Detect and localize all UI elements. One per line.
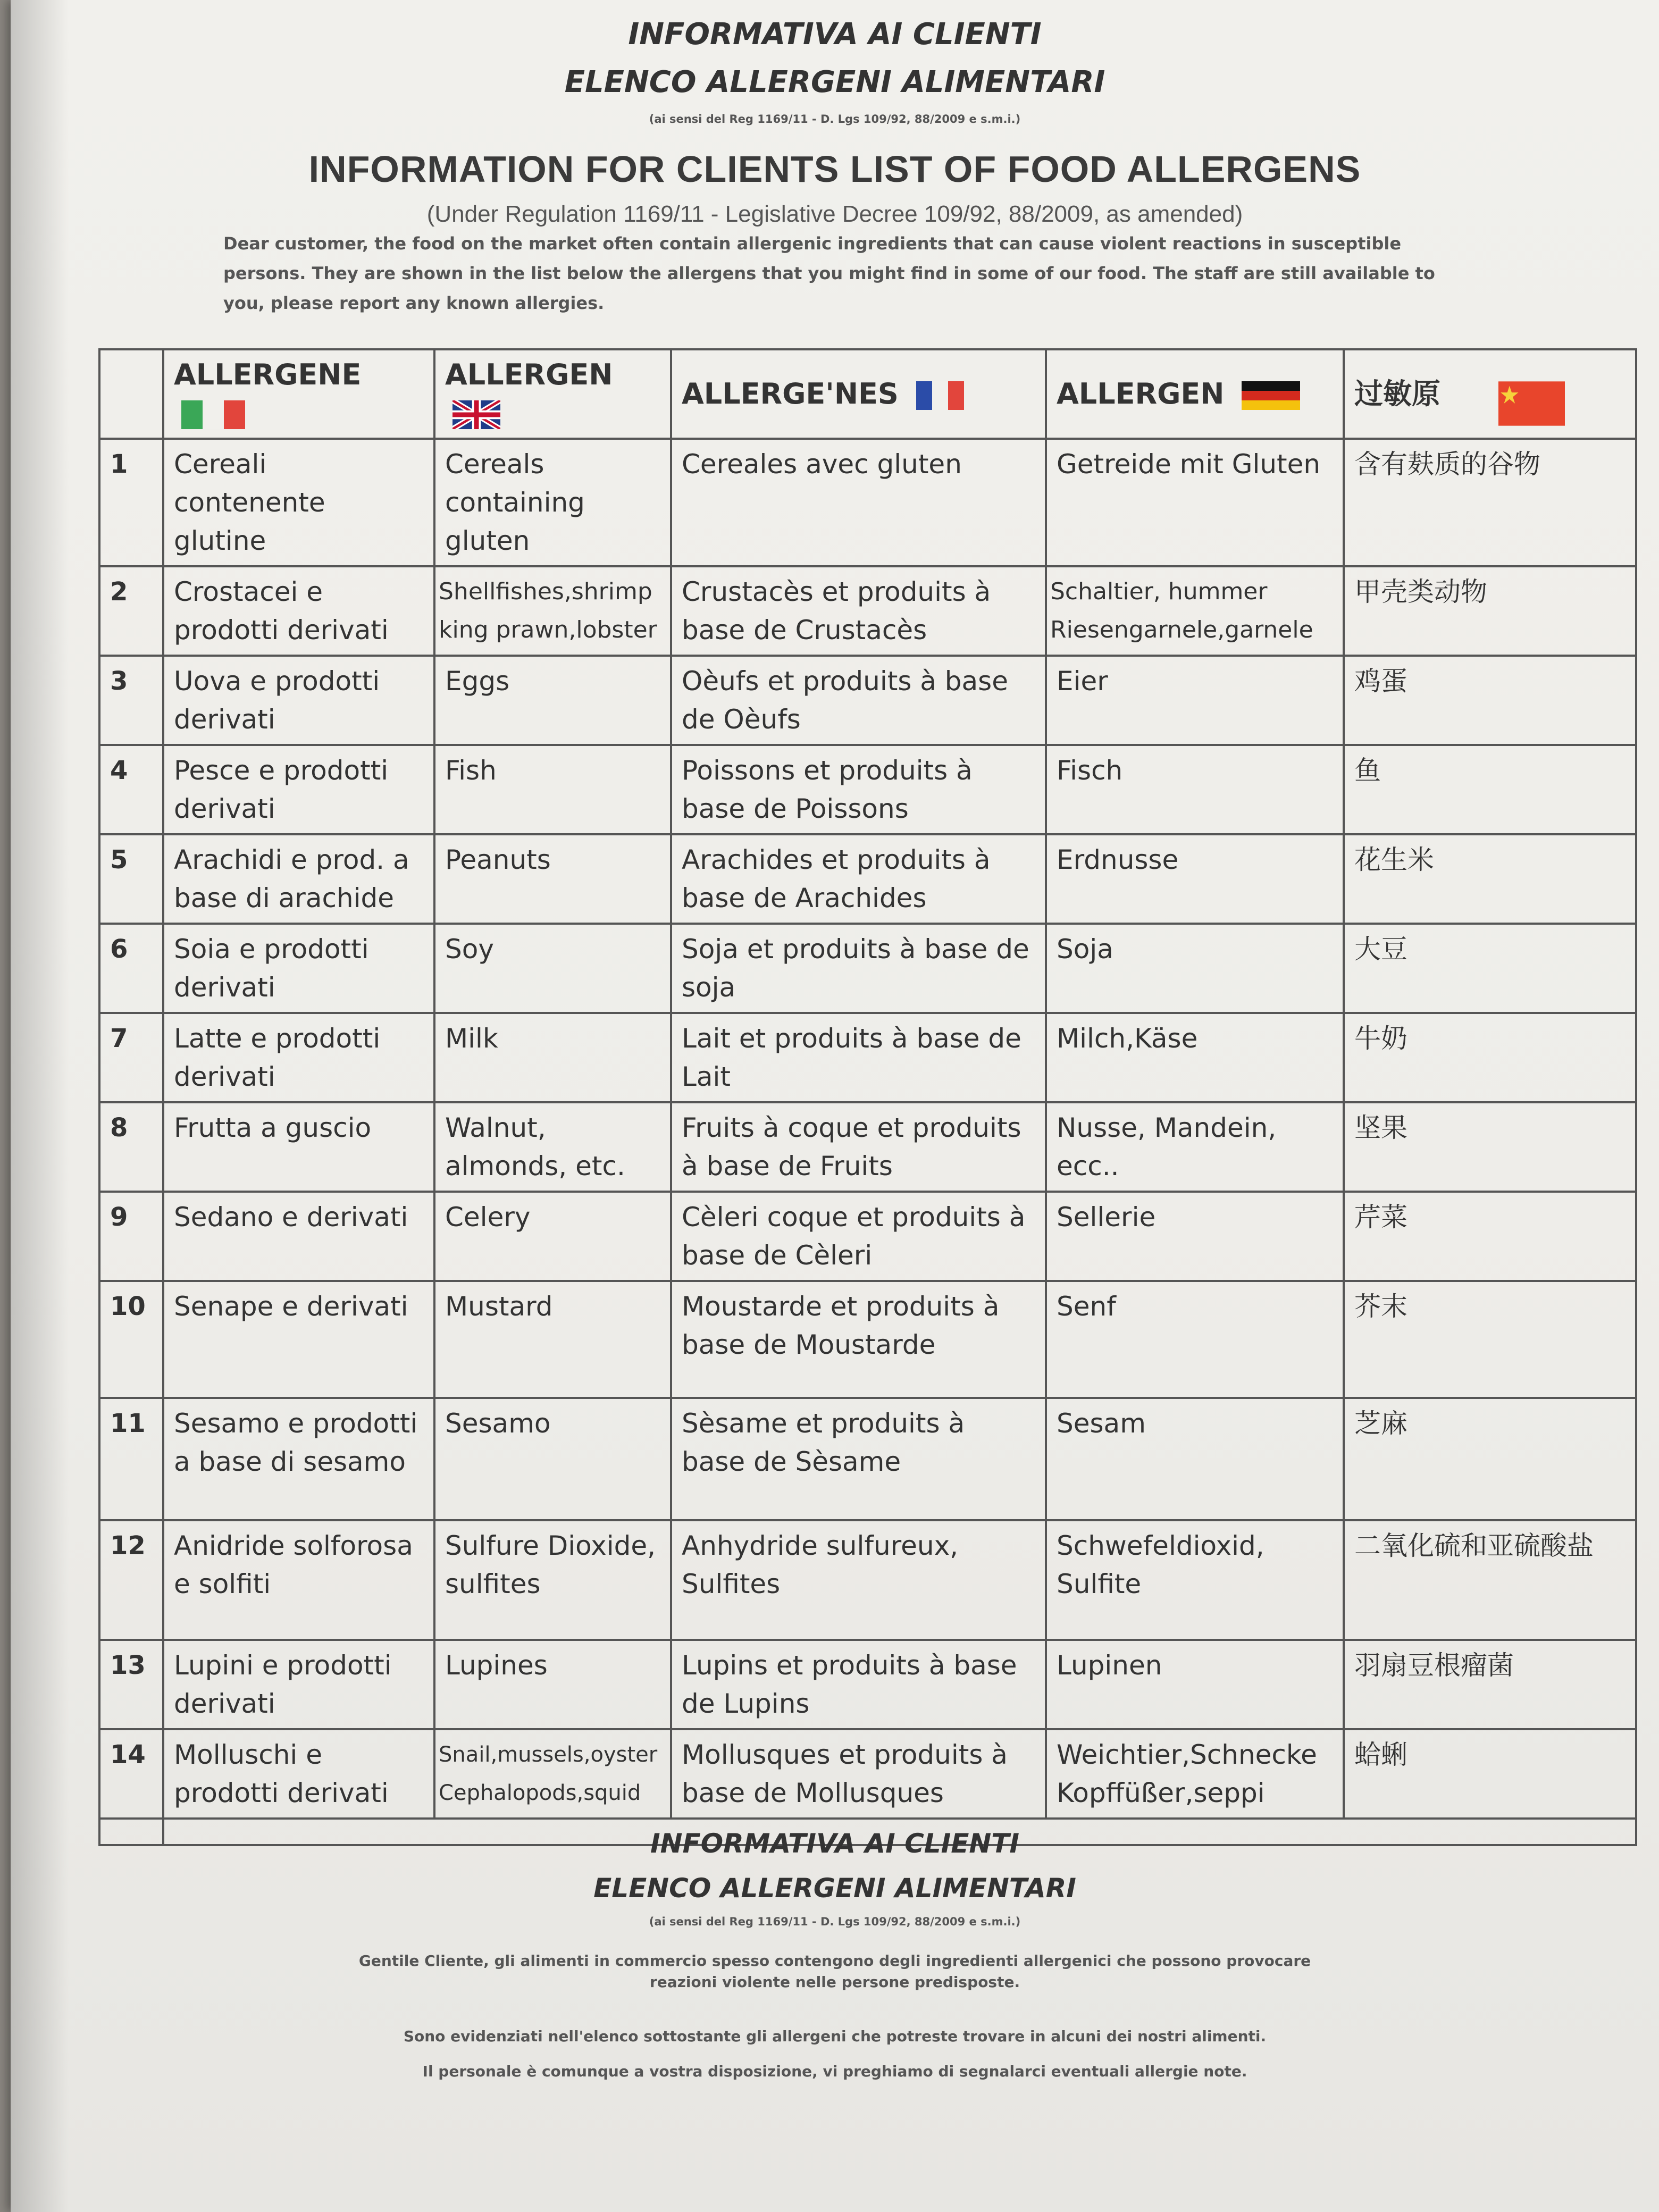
cell-italian: Lupini e prodotti derivati [163,1640,434,1729]
cell-italian: Sesamo e prodotti a base di sesamo [163,1398,434,1520]
cell-english: Mustard [434,1281,671,1398]
header-en-title: INFORMATION FOR CLIENTS LIST OF FOOD ALLERGENS [308,148,1361,190]
footer-it-line2: ELENCO ALLERGENI ALIMENTARI [593,1873,1076,1904]
cell-english: Walnut, almonds, etc. [434,1102,671,1192]
table-row [99,834,1636,924]
row-number: 8 [99,1102,163,1192]
cell-french: Crustacès et produits à base de Crustacès [671,566,1046,656]
germany-flag-icon [1242,381,1300,410]
cell-english: Eggs [434,656,671,745]
cell-chinese: 大豆 [1344,924,1636,1013]
cell-english: Soy [434,924,671,1013]
table-row [99,1640,1636,1729]
cell-chinese: 含有麸质的谷物 [1344,439,1636,566]
row-number: 6 [99,924,163,1013]
menu-sheet [11,0,1659,2212]
footer-it-paragraph-1: Gentile Cliente, gli alimenti in commercio spesso contengono degli ingredienti allergenici che possono provocare reazioni violente nelle persone predisposte. [358,1952,1311,1991]
cell-french: Lait et produits à base de Lait [671,1013,1046,1102]
table-row [99,745,1636,834]
cell-english: Fish [434,745,671,834]
header-it-line2: ELENCO ALLERGENI ALIMENTARI [564,65,1105,99]
cell-chinese: 鱼 [1344,745,1636,834]
france-flag-icon [916,381,964,410]
header-en-subtitle: (Under Regulation 1169/11 - Legislative Decree 109/92, 88/2009, as amended) [426,201,1243,227]
table-row [99,924,1636,1013]
header-french [671,349,1046,439]
cell-italian: Sedano e derivati [163,1192,434,1281]
cell-french: Lupins et produits à base de Lupins [671,1640,1046,1729]
cell-french: Poissons et produits à base de Poissons [671,745,1046,834]
cell-german: Senf [1046,1281,1344,1398]
header-italian [163,349,434,439]
cell-italian: Uova e prodotti derivati [163,656,434,745]
cell-italian: Anidride solforosa e solfiti [163,1520,434,1640]
cell-italian: Pesce e prodotti derivati [163,745,434,834]
cell-chinese: 坚果 [1344,1102,1636,1192]
cell-chinese: 花生米 [1344,834,1636,924]
table-row [99,656,1636,745]
table-row [99,1192,1636,1281]
cell-french: Mollusques et produits à base de Mollusques [671,1729,1046,1819]
cell-german: Erdnusse [1046,834,1344,924]
cell-english: Snail,mussels,oyster Cephalopods,squid [434,1729,671,1819]
table-header-row [99,349,1636,439]
footer-it-regulation: (ai sensi del Reg 1169/11 - D. Lgs 109/92, 88/2009 e s.m.i.) [649,1915,1021,1928]
footer-it-paragraph-3: Il personale è comunque a vostra disposizione, vi preghiamo di segnalarci eventuali allergie note. [422,2063,1247,2080]
cell-german: Lupinen [1046,1640,1344,1729]
header-it-line1: INFORMATIVA AI CLIENTI [628,17,1042,52]
table-row [99,439,1636,566]
row-number: 12 [99,1520,163,1640]
cell-italian: Crostacei e prodotti derivati [163,566,434,656]
header-italian-label: ALLERGENE [174,358,362,391]
cell-english: Cereals containing gluten [434,439,671,566]
uk-flag-icon [453,400,500,429]
cell-chinese: 蛤蜊 [1344,1729,1636,1819]
cell-german: Weichtier,Schnecke Kopffüßer,seppi [1046,1729,1344,1819]
row-number: 13 [99,1640,163,1729]
cell-chinese: 牛奶 [1344,1013,1636,1102]
header-english-label: ALLERGEN [445,358,613,391]
cell-chinese: 二氧化硫和亚硫酸盐 [1344,1520,1636,1640]
cell-chinese: 芹菜 [1344,1192,1636,1281]
cell-german: Milch,Käse [1046,1013,1344,1102]
cell-german: Getreide mit Gluten [1046,439,1344,566]
italy-flag-icon [181,400,245,429]
cell-italian: Molluschi e prodotti derivati [163,1729,434,1819]
cell-italian: Soia e prodotti derivati [163,924,434,1013]
cell-english: Milk [434,1013,671,1102]
table-row [99,1398,1636,1520]
cell-italian: Frutta a guscio [163,1102,434,1192]
cell-chinese: 甲壳类动物 [1344,566,1636,656]
header-en-intro: Dear customer, the food on the market often contain allergenic ingredients that can cause violent reactions in susceptible persons. They are shown in the list below the allergens that you might find in some of our food. The staff are still available to you, please report any known allergies. [223,233,1435,313]
header-german-label: ALLERGEN [1057,377,1225,410]
row-number: 11 [99,1398,163,1520]
row-number: 4 [99,745,163,834]
header-chinese [1344,349,1636,439]
cell-english: Lupines [434,1640,671,1729]
row-number: 2 [99,566,163,656]
cell-english: Sesamo [434,1398,671,1520]
header-it-regulation: (ai sensi del Reg 1169/11 - D. Lgs 109/92, 88/2009 e s.m.i.) [649,113,1021,125]
cell-english: Celery [434,1192,671,1281]
cell-chinese: 鸡蛋 [1344,656,1636,745]
cell-french: Oèufs et produits à base de Oèufs [671,656,1046,745]
cell-german: Nusse, Mandein, ecc.. [1046,1102,1344,1192]
cell-french: Arachides et produits à base de Arachides [671,834,1046,924]
cell-italian: Latte e prodotti derivati [163,1013,434,1102]
table-row [99,1102,1636,1192]
cell-german: Fisch [1046,745,1344,834]
cell-italian: Arachidi e prod. a base di arachide [163,834,434,924]
row-number: 3 [99,656,163,745]
cell-french: Soja et produits à base de soja [671,924,1046,1013]
cell-german: Sesam [1046,1398,1344,1520]
row-number: 10 [99,1281,163,1398]
cell-french: Cèleri coque et produits à base de Cèleri [671,1192,1046,1281]
cell-german: Eier [1046,656,1344,745]
footer-it-line1: INFORMATIVA AI CLIENTI [650,1828,1019,1859]
table-row [99,1281,1636,1398]
cell-french: Cereales avec gluten [671,439,1046,566]
cell-german: Soja [1046,924,1344,1013]
allergen-table [98,348,1637,1846]
cell-italian: Senape e derivati [163,1281,434,1398]
row-number: 5 [99,834,163,924]
header-german [1046,349,1344,439]
cell-german: Schaltier, hummer Riesengarnele,garnele [1046,566,1344,656]
china-flag-icon [1498,381,1565,410]
table-row [99,1013,1636,1102]
footer-it-paragraph-2: Sono evidenziati nell'elenco sottostante gli allergeni che potreste trovare in alcuni dei nostri alimenti. [403,2027,1267,2045]
cell-italian: Cereali contenente glutine [163,439,434,566]
cell-english: Sulfure Dioxide, sulfites [434,1520,671,1640]
table-row [99,1520,1636,1640]
cell-english: Peanuts [434,834,671,924]
row-number: 14 [99,1729,163,1819]
cell-chinese: 羽扇豆根瘤菌 [1344,1640,1636,1729]
table-row [99,566,1636,656]
table-row [99,1729,1636,1819]
header-chinese-label: 过敏原 [1354,377,1440,410]
cell-french: Sèsame et produits à base de Sèsame [671,1398,1046,1520]
cell-german: Schwefeldioxid, Sulfite [1046,1520,1344,1640]
cell-german: Sellerie [1046,1192,1344,1281]
row-number: 9 [99,1192,163,1281]
cell-french: Anhydride sulfureux, Sulfites [671,1520,1046,1640]
header-num [99,349,163,439]
cell-french: Moustarde et produits à base de Moustarde [671,1281,1046,1398]
cell-chinese: 芝麻 [1344,1398,1636,1520]
cell-chinese: 芥末 [1344,1281,1636,1398]
header-french-label: ALLERGE'NES [682,377,899,410]
row-number: 7 [99,1013,163,1102]
cell-english: Shellfishes,shrimp king prawn,lobster [434,566,671,656]
row-number: 1 [99,439,163,566]
cell-french: Fruits à coque et produits à base de Fruits [671,1102,1046,1192]
header-english [434,349,671,439]
